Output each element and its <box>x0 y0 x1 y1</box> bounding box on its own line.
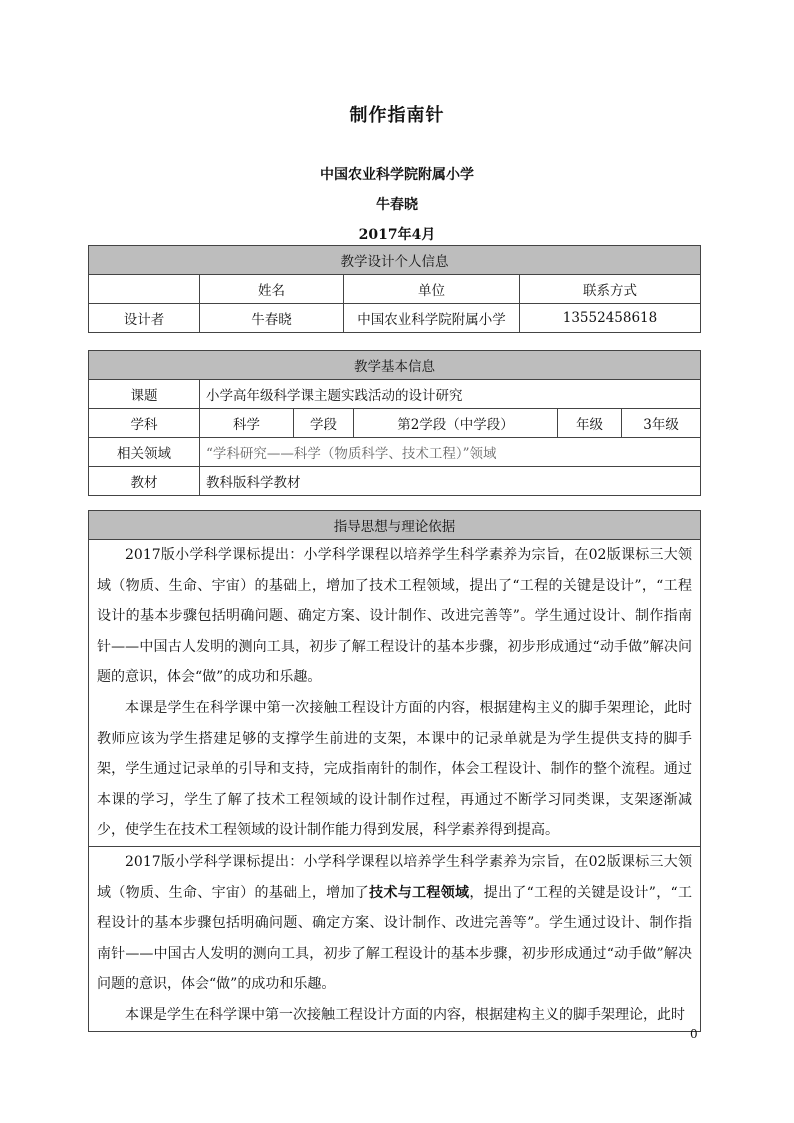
field-label: 相关领域 <box>89 438 200 467</box>
guide-block2-bold-text: 技术与工程领域 <box>369 884 470 901</box>
col-contact-header: 联系方式 <box>520 275 701 304</box>
textbook-label: 教材 <box>89 467 200 496</box>
grade-value: 3年级 <box>622 409 701 438</box>
grade-label: 年级 <box>558 409 622 438</box>
topic-value: 小学高年级科学课主题实践活动的设计研究 <box>200 380 701 409</box>
guide-block-1 <box>89 540 701 847</box>
textbook-value: 教科版科学教材 <box>200 467 701 496</box>
document-date: 2017年4月 <box>358 227 436 243</box>
stage-label: 学段 <box>294 409 354 438</box>
subject-value: 科学 <box>200 409 294 438</box>
designer-contact: 13552458618 <box>520 304 701 333</box>
field-value: “学科研究——科学（物质科学、技术工程）”领域 <box>200 438 701 467</box>
guide-block-2 <box>89 846 701 1031</box>
guide-table <box>88 510 701 1032</box>
personal-info-table <box>88 245 701 333</box>
designer-label: 设计者 <box>89 304 200 333</box>
guide-block2-paragraph1 <box>97 847 692 1000</box>
author-name: 牛春晓 <box>376 197 418 213</box>
basic-info-header: 教学基本信息 <box>89 351 701 380</box>
page-number: 0 <box>690 1027 698 1041</box>
basic-info-table <box>88 350 701 496</box>
guide-block1-paragraph1: 2017版小学科学课标提出：小学科学课程以培养学生科学素养为宗旨，在02版课标三大领域（物质、生命、宇宙）的基础上，增加了技术工程领域，提出了“工程的关键是设计”，“工程设计的基本步骤包括明确问题、确定方案、设计制作、改进完善等”。学生通过设计、制作指南针——中国古人发明的测向工具，初步了解工程设计的基本步骤，初步形成通过“动手做”解决问题的意识，体会“做”的成功和乐趣。 <box>97 547 692 686</box>
col-unit-header: 单位 <box>344 275 520 304</box>
empty-cell <box>89 275 200 304</box>
topic-label: 课题 <box>89 380 200 409</box>
school-name: 中国农业科学院附属小学 <box>320 167 474 183</box>
guide-block2-paragraph2: 本课是学生在科学课中第一次接触工程设计方面的内容，根据建构主义的脚手架理论，此时 <box>125 1006 685 1023</box>
guide-block2-text-b: ，提出了“工程的关键是设计”，“工程设计的基本步骤包括明确问题、确定方案、设计制作、改进完善等”。学生通过设计、制作指南针——中国古人发明的测向工具，初步了解工程设计的基本步骤，初步形成通过“动手做”解决问题的意识，体会“做”的成功和乐趣。 <box>97 884 693 993</box>
col-name-header: 姓名 <box>200 275 344 304</box>
designer-unit: 中国农业科学院附属小学 <box>344 304 520 333</box>
personal-info-header: 教学设计个人信息 <box>89 246 701 275</box>
guide-block2-text-a: 2017版小学科学课标提出：小学科学课程以培养学生科学素养为宗旨，在02版课标三大领域（物质、生命、宇宙）的基础上，增加了 <box>97 853 692 901</box>
document-title: 制作指南针 <box>349 105 445 126</box>
guide-header: 指导思想与理论依据 <box>89 511 701 540</box>
guide-block1-paragraph2: 本课是学生在科学课中第一次接触工程设计方面的内容，根据建构主义的脚手架理论，此时教师应该为学生搭建足够的支撑学生前进的支架，本课中的记录单就是为学生提供支持的脚手架，学生通过记录单的引导和支持，完成指南针的制作，体会工程设计、制作的整个流程。通过本课的学习，学生了解了技术工程领域的设计制作过程，再通过不断学习同类课，支架逐渐减少，使学生在技术工程领域的设计制作能力得到发展，科学素养得到提高。 <box>97 699 692 839</box>
stage-value: 第2学段（中学段） <box>354 409 558 438</box>
designer-name: 牛春晓 <box>200 304 344 333</box>
subject-label: 学科 <box>89 409 200 438</box>
